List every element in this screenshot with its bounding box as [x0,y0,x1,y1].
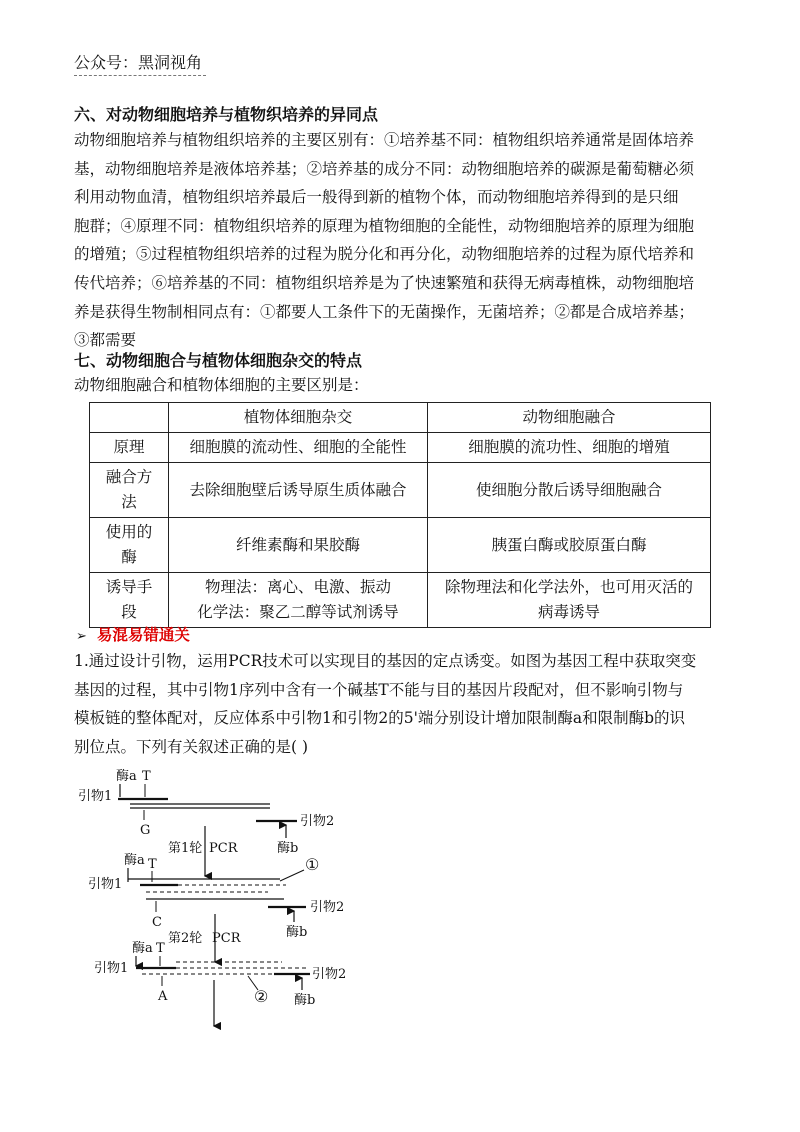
question-text [74,647,734,761]
tip-heading [76,623,190,645]
row-label: 诱导手 段 [90,573,169,628]
plant-cell: 去除细胞壁后诱导原生质体融合 [169,463,428,518]
pcr-label: PCR [209,841,238,856]
base-t-label: T [142,769,151,784]
enzyme-a-label: 酶a [116,769,137,784]
animal-cell: 胰蛋白酶或胶原蛋白酶 [428,518,711,573]
section7-title: 七、动物细胞合与植物体细胞杂交的特点 [74,351,363,370]
section6-body [74,126,734,355]
primer2-label: 引物2 [312,967,347,982]
question-line: 别位点。下列有关叙述正确的是( ) [74,737,309,756]
comparison-table [89,402,711,628]
table-row [90,518,711,573]
table-header-cell [90,403,169,433]
section6-line: 利用动物血清，植物组织培养最后一般得到新的植物个体，而动物细胞培养得到的是只细 [74,188,679,207]
section6-line: 基，动物细胞培养是液体培养基；②培养基的成分不同：动物细胞培养的碳源是葡萄糖必须 [74,159,695,178]
enzyme-b-label: 酶b [277,841,299,856]
pcr-mutagenesis-diagram [72,764,372,1032]
pcr-label: PCR [212,931,241,946]
primer1-label: 引物1 [78,789,113,804]
section6-line: 传代培养；⑥培养基的不同：植物组织培养是为了快速繁殖和获得无病毒植株，动物细胞培 [74,273,695,292]
table-row [90,573,711,628]
table-header-cell: 植物体细胞杂交 [169,403,428,433]
callout-1-line [280,870,304,881]
round2-label: 第2轮 [168,931,203,946]
arrow-bullet-icon: ➢ [76,629,87,644]
base-t-label: T [156,941,165,956]
table-header-row [90,403,711,433]
section6-line: 养是获得生物制相同点有：①都要人工条件下的无菌操作，无菌培养；②都是合成培养基； [74,302,695,321]
row-label: 融合方 法 [90,463,169,518]
animal-cell: 细胞膜的流功性、细胞的增殖 [428,433,711,463]
header-watermark: 公众号：黑洞视角 [74,50,206,76]
plant-cell: 细胞膜的流动性、细胞的全能性 [169,433,428,463]
section6-line: 胞群；④原理不同：植物组织培养的原理为植物细胞的全能性，动物细胞培养的原理为细胞 [74,216,695,235]
row-label: 原理 [90,433,169,463]
section6-line: ③都需要 [74,331,137,350]
enzyme-b-label: 酶b [294,993,316,1008]
section6-line: 动物细胞培养与植物组织培养的主要区别有：①培养基不同：植物组织培养通常是固体培养 [74,131,695,149]
tip-title: 易混易错通关 [96,626,190,644]
plant-cell: 物理法：离心、电激、振动 化学法：聚乙二醇等试剂诱导 [169,573,428,628]
primer1-label: 引物1 [94,961,129,976]
enzyme-a-label: 酶a [124,853,145,868]
base-c-label: C [152,915,162,930]
table-row [90,433,711,463]
primer2-label: 引物2 [300,814,335,829]
callout-2-label: ② [254,987,269,1006]
question-line: 基因的过程，其中引物1序列中含有一个碱基T不能与目的基因片段配对，但不影响引物与 [74,680,684,699]
plant-cell: 纤维素酶和果胶酶 [169,518,428,573]
question-line: 模板链的整体配对，反应体系中引物1和引物2的5'端分别设计增加限制酶a和限制酶b的识 [74,709,686,728]
base-t-label: T [148,857,157,872]
callout-1-label: ① [305,855,320,874]
base-g-label: G [140,823,151,838]
primer2-label: 引物2 [310,900,345,915]
question-line: 1.通过设计引物，运用PCR技术可以实现目的基因的定点诱变。如图为基因工程中获取突变 [74,652,697,670]
enzyme-b-label: 酶b [286,925,308,940]
animal-cell: 除物理法和化学法外，也可用灭活的 病毒诱导 [428,573,711,628]
section6-title: 六、对动物细胞培养与植物织培养的异同点 [74,105,379,124]
enzyme-a-label: 酶a [132,941,153,956]
round1-label: 第1轮 [168,841,203,856]
table-header-cell: 动物细胞融合 [428,403,711,433]
table-row [90,463,711,518]
primer1-label: 引物1 [88,877,123,892]
base-a-label: A [158,989,168,1004]
section6-line: 的增殖；⑤过程植物组织培养的过程为脱分化和再分化，动物细胞培养的过程为原代培养和 [74,245,695,264]
row-label: 使用的 酶 [90,518,169,573]
section7-intro: 动物细胞融合和植物体细胞的主要区别是： [74,376,369,394]
animal-cell: 使细胞分散后诱导细胞融合 [428,463,711,518]
